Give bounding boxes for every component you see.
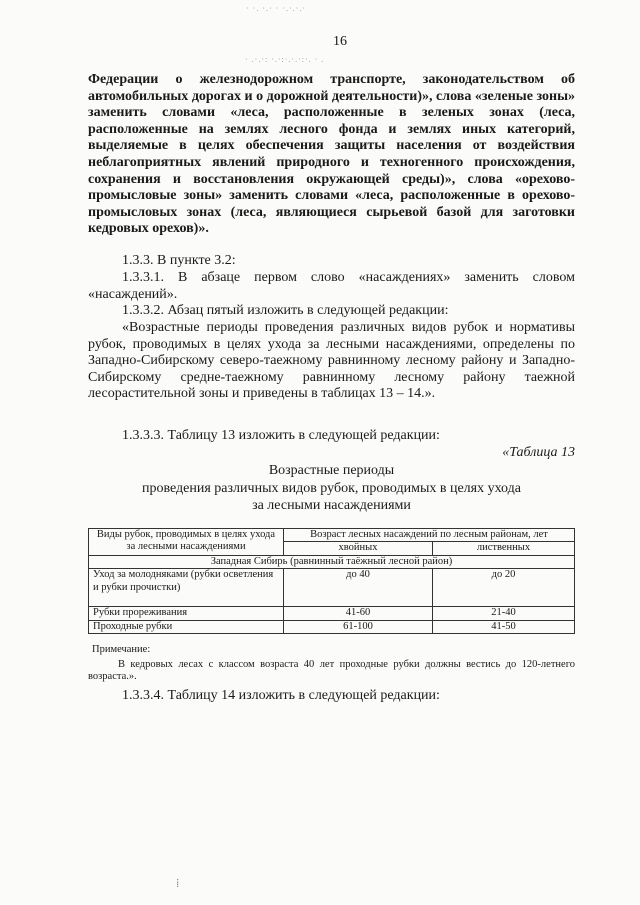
- row-name: Уход за молодняками (рубки осветления и рубки прочистки): [89, 569, 284, 607]
- scan-artifact: ⁞: [176, 876, 180, 890]
- region-label: Западная Сибирь (равнинный таёжный лесной район): [89, 555, 575, 568]
- header-deciduous: лиственных: [433, 542, 575, 555]
- table-row: [89, 620, 575, 633]
- row-coniferous-value: до 40: [284, 569, 433, 607]
- header-coniferous: хвойных: [284, 542, 433, 555]
- table-row: [89, 569, 575, 607]
- row-deciduous-value: 41-50: [433, 620, 575, 633]
- age-periods-table-wrapper: [88, 528, 575, 634]
- row-coniferous-value: 41-60: [284, 607, 433, 620]
- paragraph-clause-1-3-3-1: 1.3.3.1. В абзаце первом слово «насаждениях» заменить словом «насаждений».: [88, 270, 575, 302]
- row-coniferous-value: 61-100: [284, 620, 433, 633]
- paragraph-clause-1-3-3-3: 1.3.3.3. Таблицу 13 изложить в следующей редакции:: [122, 428, 440, 443]
- header-age-group: Возраст лесных насаждений по лесным районам, лет: [284, 529, 575, 542]
- row-deciduous-value: до 20: [433, 569, 575, 607]
- header-cutting-types: Виды рубок, проводимых в целях ухода за лесными насаждениями: [89, 529, 284, 556]
- table-reference: «Таблица 13: [502, 445, 575, 460]
- table-title-line1: Возрастные периоды: [268, 463, 395, 478]
- paragraph-clause-1-3-3-2: 1.3.3.2. Абзац пятый изложить в следующей редакции:: [122, 303, 449, 318]
- row-name: Рубки прореживания: [89, 607, 284, 620]
- age-periods-table: [88, 528, 575, 634]
- scan-artifact: · .·.·: ·.·:·.·.·:·. · .: [245, 55, 325, 64]
- table-title-line2: проведения различных видов рубок, проводимых в целях ухода: [142, 481, 521, 496]
- row-name: Проходные рубки: [89, 620, 284, 633]
- note-text: В кедровых лесах с классом возраста 40 лет проходные рубки должны вестись до 120-летнего возраста.».: [88, 659, 575, 683]
- scan-artifact: · ·. ·.· · ·.·.·.·: [246, 4, 306, 13]
- table-header-row: [89, 529, 575, 542]
- table-title-line3: за лесными насаждениями: [252, 498, 411, 513]
- note-label: Примечание:: [92, 644, 151, 655]
- paragraph-quoted-text: «Возрастные периоды проведения различных видов рубок и нормативы рубок, проводимых в целях ухода за лесными насаждениями, определены по Западно-Сибирскому северо-таежному равнинному лесному району и Западно-Сибирскому средне-таежному равнинному лесному району таежной лесорастительной зоны и приведены в таблицах 13 – 14.».: [88, 320, 575, 402]
- paragraph-clause-1-3-3: 1.3.3. В пункте 3.2:: [122, 253, 236, 268]
- table-region-row: [89, 555, 575, 568]
- row-deciduous-value: 21-40: [433, 607, 575, 620]
- page-number: 16: [333, 34, 347, 49]
- paragraph-clause-1-3-3-4: 1.3.3.4. Таблицу 14 изложить в следующей редакции:: [122, 688, 440, 703]
- paragraph-amendment: Федерации о железнодорожном транспорте, законодательством об автомобильных дорогах и о дорожной деятельности)», слова «зеленые зоны» заменить словами «леса, расположенные в зеленых зонах (леса, расположенные на землях лесного фонда и землях иных категорий, выделяемые в целях обеспечения защиты населения от воздействия неблагоприятных явлений природного и техногенного происхождения, сохранения и восстановления окружающей среды)», слова «орехово-промысловые зоны» заменить словами «леса, расположенные в орехово-промысловых зонах (леса, являющиеся сырьевой базой для заготовки кедровых орехов)».: [88, 72, 575, 237]
- table-row: [89, 607, 575, 620]
